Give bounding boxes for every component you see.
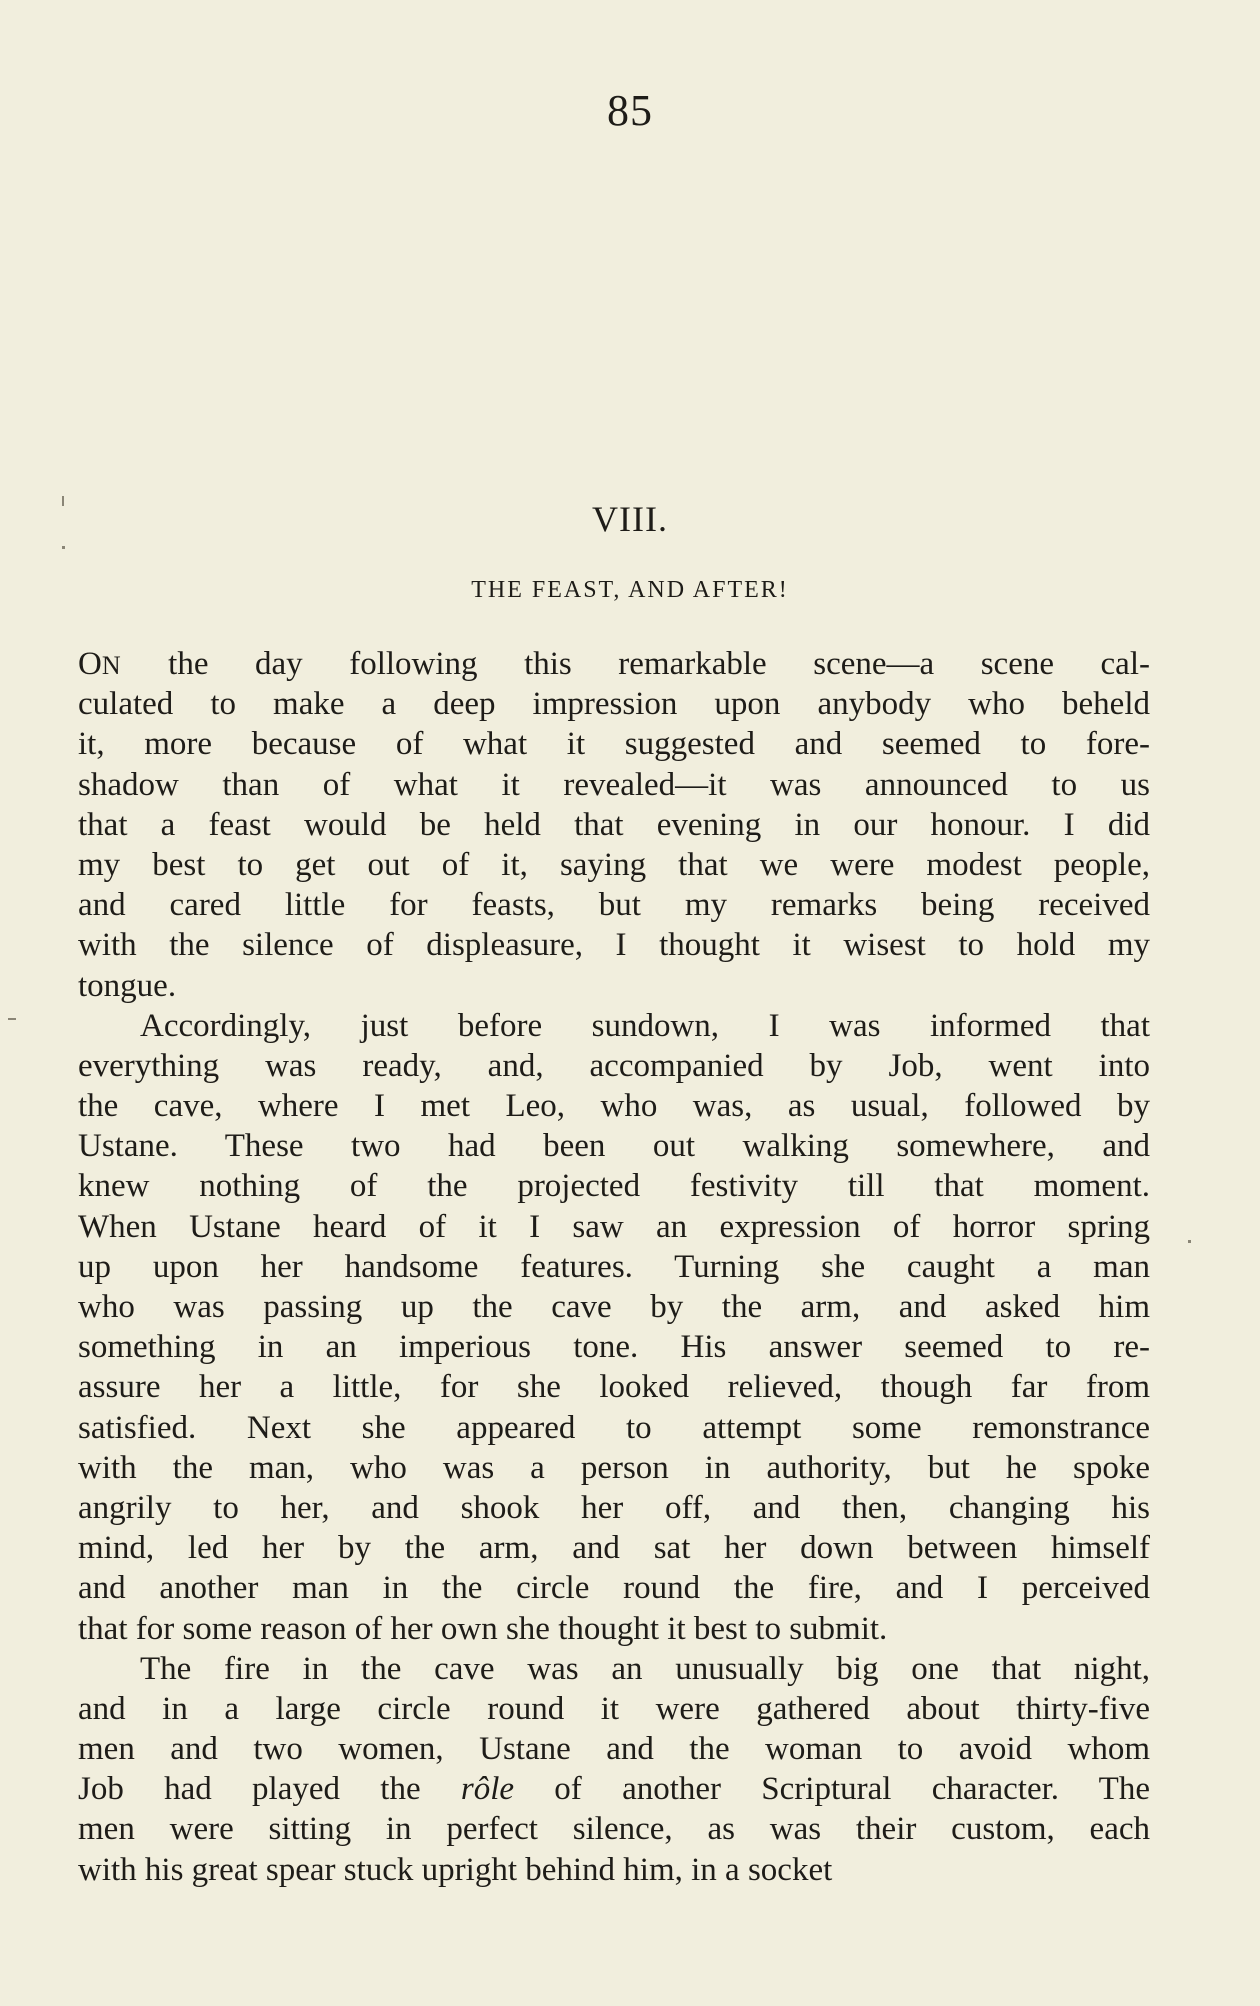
text-segment: When Ustane heard of it I saw an expression of horror spring — [78, 1208, 1150, 1245]
text-segment: men and two women, Ustane and the woman to avoid whom — [78, 1731, 1150, 1768]
text-segment: the day following this remarkable scene—a scene cal- — [121, 646, 1150, 682]
text-line — [78, 1408, 1150, 1448]
text-line — [78, 1649, 1150, 1689]
text-segment: knew nothing of the projected festivity till that moment. — [78, 1168, 1150, 1205]
text-line — [78, 805, 1150, 845]
text-segment: who was passing up the cave by the arm, and asked him — [78, 1289, 1150, 1325]
text-segment: the cave, where I met Leo, who was, as usual, followed by — [78, 1088, 1150, 1125]
text-line — [78, 1367, 1150, 1407]
text-line — [78, 644, 1150, 684]
text-segment: Accordingly, just before sundown, I was informed that — [140, 1007, 1150, 1044]
text-segment: and in a large circle round it were gathered about thirty-five — [78, 1690, 1150, 1727]
text-segment: shadow than of what it revealed—it was announced to us — [78, 766, 1150, 803]
text-segment: Ustane. These two had been out walking somewhere, and — [78, 1128, 1150, 1165]
text-segment: up upon her handsome features. Turning she caught a man — [78, 1248, 1150, 1285]
text-line — [78, 885, 1150, 925]
text-line — [78, 1448, 1150, 1488]
page-number: 85 — [607, 86, 653, 135]
paragraph — [78, 1006, 1150, 1649]
text-line — [78, 1207, 1150, 1247]
text-line — [78, 1689, 1150, 1729]
text-line — [78, 1046, 1150, 1086]
text-segment: and cared little for feasts, but my remarks being received — [78, 887, 1150, 924]
text-segment: mind, led her by the arm, and sat her down between himself — [78, 1530, 1150, 1567]
text-segment: that a feast would be held that evening in our honour. I did — [78, 806, 1150, 843]
text-segment: The fire in the cave was an unusually big one that night, — [140, 1650, 1150, 1687]
text-line — [78, 684, 1150, 724]
text-segment: angrily to her, and shook her off, and then, changing his — [78, 1489, 1150, 1526]
text-segment: everything was ready, and, accompanied by Job, went into — [78, 1047, 1150, 1084]
text-segment: culated to make a deep impression upon anybody who beheld — [78, 686, 1150, 723]
chapter-number: VIII. — [592, 499, 668, 539]
text-line — [78, 1528, 1150, 1568]
text-segment: of another Scriptural character. The — [514, 1771, 1150, 1808]
text-segment: with the silence of displeasure, I thought it wisest to hold my — [78, 927, 1150, 964]
text-line — [78, 1809, 1150, 1849]
text-line — [78, 1086, 1150, 1126]
text-line — [78, 1126, 1150, 1166]
text-segment: with his great spear stuck upright behind him, in a socket — [78, 1851, 833, 1888]
text-line — [78, 1006, 1150, 1046]
text-segment: men were sitting in perfect silence, as was their custom, each — [78, 1811, 1150, 1848]
text-segment: something in an imperious tone. His answer seemed to re- — [78, 1329, 1150, 1366]
text-segment: and another man in the circle round the fire, and I perceived — [78, 1570, 1150, 1607]
text-line — [78, 845, 1150, 885]
text-line — [78, 765, 1150, 805]
text-line — [78, 1166, 1150, 1206]
text-line — [78, 1247, 1150, 1287]
text-segment: Job had played the — [78, 1771, 461, 1808]
text-segment: my best to get out of it, saying that we were modest people, — [78, 846, 1150, 883]
paragraph — [78, 644, 1150, 1006]
text-segment: satisfied. Next she appeared to attempt some remonstrance — [78, 1409, 1150, 1446]
margin-mark — [8, 1018, 16, 1020]
text-line — [78, 1729, 1150, 1769]
text-line — [78, 925, 1150, 965]
text-line — [78, 1327, 1150, 1367]
text-line — [78, 1609, 1150, 1649]
body-text — [78, 644, 1150, 1890]
text-line — [78, 1568, 1150, 1608]
text-segment: that for some reason of her own she thought it best to submit. — [78, 1610, 888, 1647]
text-segment: rôle — [460, 1771, 515, 1808]
margin-mark — [1188, 1240, 1191, 1243]
text-line — [78, 1769, 1150, 1809]
text-line — [78, 724, 1150, 764]
text-segment: tongue. — [78, 967, 177, 1004]
text-segment: O — [78, 646, 102, 682]
margin-mark — [62, 546, 65, 549]
text-segment: N — [101, 651, 122, 680]
text-segment: it, more because of what it suggested and seemed to fore- — [78, 726, 1150, 763]
text-segment: with the man, who was a person in authority, but he spoke — [78, 1449, 1150, 1486]
text-line — [78, 966, 1150, 1006]
text-line — [78, 1488, 1150, 1528]
text-line — [78, 1287, 1150, 1327]
chapter-title: THE FEAST, AND AFTER! — [471, 577, 789, 603]
paragraph — [78, 1649, 1150, 1890]
text-line — [78, 1850, 1150, 1890]
text-segment: assure her a little, for she looked relieved, though far from — [78, 1369, 1150, 1406]
margin-mark — [62, 496, 64, 506]
